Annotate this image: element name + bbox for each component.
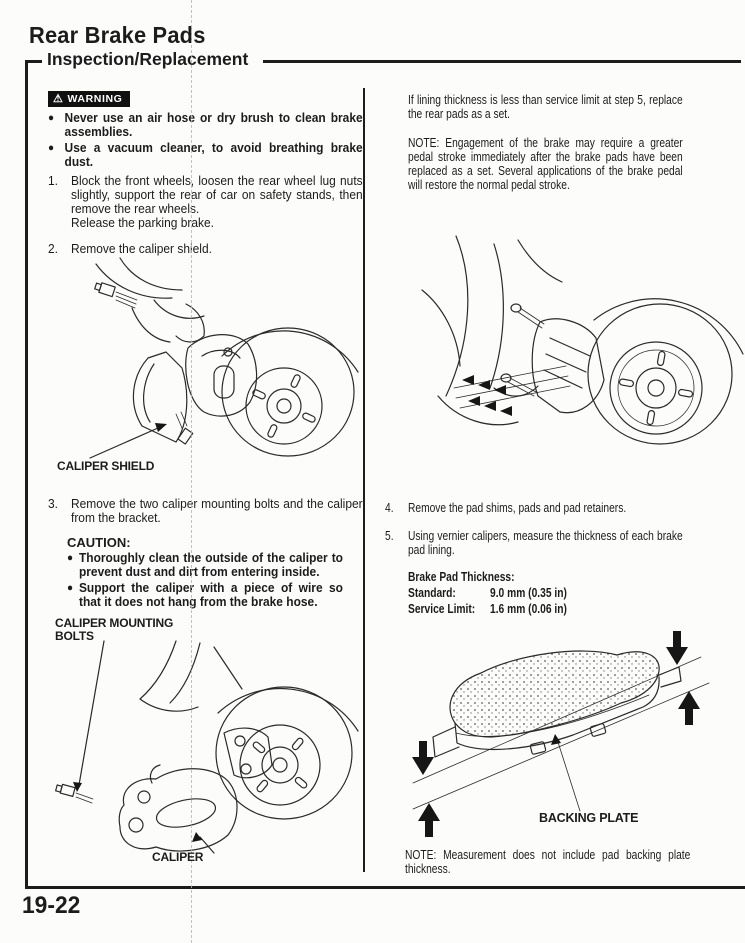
note-paragraph: NOTE: Engagement of the brake may require a greater pedal stroke immediately after the brake pads have been replaced as a set. Several applications of the brake pedal will restore the normal pedal stroke. xyxy=(408,136,683,192)
warning-badge xyxy=(48,91,130,107)
warning-list xyxy=(48,111,363,171)
warning-triangle-icon: ⚠ xyxy=(53,92,64,105)
step-5 xyxy=(385,529,683,557)
page-title: Rear Brake Pads xyxy=(29,22,206,48)
warning-item: ● Never use an air hose or dry brush to clean brake assemblies. xyxy=(48,111,363,139)
spec-value: 9.0 mm (0.35 in) xyxy=(490,586,567,600)
spec-row-standard xyxy=(408,585,683,601)
warning-badge-label: WARNING xyxy=(67,93,123,105)
caution-item: ● Support the caliper with a piece of wire so that it does not hang from the brake hose. xyxy=(67,581,343,609)
step-number: 1. xyxy=(48,173,58,188)
step-number: 4. xyxy=(385,501,394,515)
spec-label: Service Limit: xyxy=(408,602,476,616)
caution-item: ● Thoroughly clean the outside of the caliper to prevent dust and dirt from entering inside. xyxy=(67,551,343,579)
figure-pad-removal xyxy=(398,230,745,494)
step-1 xyxy=(48,174,363,230)
step-text: Remove the two caliper mounting bolts and the caliper from the bracket. xyxy=(71,496,363,525)
frame-top-stub xyxy=(25,60,42,63)
caution-list xyxy=(67,551,343,611)
caution-title: CAUTION: xyxy=(67,535,131,550)
spec-label: Standard: xyxy=(408,586,456,600)
note-paragraph: NOTE: Measurement does not include pad backing plate thickness. xyxy=(405,848,691,876)
figure-caliper-shield xyxy=(36,256,360,462)
step-number: 5. xyxy=(385,529,394,543)
step-1-line-2: Release the parking brake. xyxy=(71,215,214,230)
spec-value: 1.6 mm (0.06 in) xyxy=(490,602,567,616)
figure2-caption-mounting-bolts: CALIPER MOUNTING BOLTS xyxy=(55,616,174,643)
scan-fold-line xyxy=(191,0,192,943)
step-number: 2. xyxy=(48,241,58,256)
step-4 xyxy=(385,501,683,515)
step-number: 3. xyxy=(48,496,58,511)
figure-caliper-removal xyxy=(28,637,362,885)
section-title: Inspection/Replacement xyxy=(47,49,249,69)
figure2-caption-caliper: CALIPER xyxy=(152,850,204,864)
step-3 xyxy=(48,497,363,525)
spec-title: Brake Pad Thickness: xyxy=(408,570,515,584)
warning-item: ● Use a vacuum cleaner, to avoid breathing brake dust. xyxy=(48,141,363,169)
section-rule xyxy=(263,60,741,63)
spec-row-service-limit xyxy=(408,601,683,617)
column-divider xyxy=(363,88,365,872)
step-2 xyxy=(48,242,363,256)
step-text: Using vernier calipers, measure the thickness of each brake pad lining. xyxy=(407,529,683,557)
figure4-caption: BACKING PLATE xyxy=(539,811,639,825)
step-text: Remove the pad shims, pads and pad retainers. xyxy=(407,501,627,515)
spec-block xyxy=(408,569,683,617)
frame-bottom-border xyxy=(25,886,745,889)
step-text: Remove the caliper shield. xyxy=(71,241,212,256)
step-text xyxy=(71,174,363,230)
step-1-line-1: Block the front wheels, loosen the rear wheel lug nuts slightly, support the rear of car on safety stands, then remove the rear wheels. xyxy=(71,173,363,216)
intro-paragraph: If lining thickness is less than service limit at step 5, replace the rear pads as a set. xyxy=(408,93,683,121)
page-number: 19-22 xyxy=(22,892,81,919)
figure1-caption: CALIPER SHIELD xyxy=(57,459,155,473)
